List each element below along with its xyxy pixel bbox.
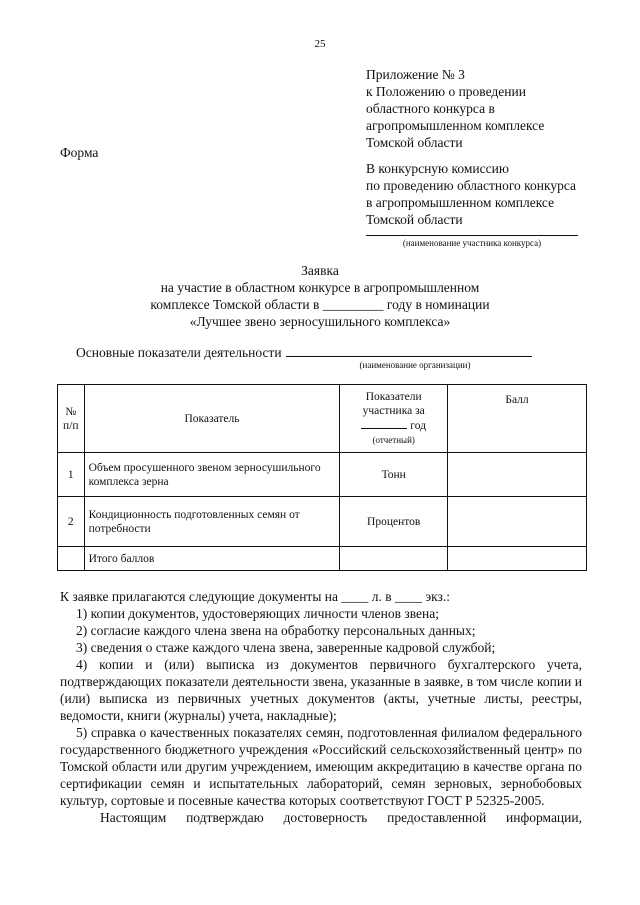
header-value-caption: (отчетный)	[372, 435, 415, 445]
organization-caption: (наименование организации)	[359, 360, 471, 370]
row-indicator: Итого баллов	[84, 547, 340, 571]
title-line: «Лучшее звено зерносушильного комплекса»	[189, 314, 451, 329]
title-line: на участие в областном конкурсе в агропромышленном	[160, 280, 480, 295]
attachments-text	[60, 588, 582, 826]
participant-caption: (наименование участника конкурса)	[402, 238, 542, 248]
appendix-line: к Положению о проведении	[366, 84, 526, 99]
attachment-item: 1) копии документов, удостоверяющих личности членов звена;	[76, 606, 439, 621]
header-number-line: п/п	[63, 419, 79, 432]
addressee-line: по проведению областного конкурса	[366, 178, 577, 193]
organization-name-line[interactable]	[286, 344, 532, 357]
participant-name-line[interactable]	[366, 235, 578, 236]
appendix-line: Приложение № 3	[366, 67, 465, 82]
header-score: Балл	[448, 385, 587, 453]
row-score[interactable]	[448, 453, 587, 497]
row-score[interactable]	[448, 497, 587, 547]
appendix-line: Томской области	[366, 135, 463, 150]
title-heading: Заявка	[301, 263, 339, 278]
attachment-item: 3) сведения о стаже каждого члена звена, заверенные кадровой службой;	[76, 640, 496, 655]
application-title	[0, 262, 640, 330]
title-line: комплексе Томской области в _________ году в номинации	[150, 297, 490, 312]
indicators-label: Основные показатели деятельности	[76, 345, 282, 360]
row-indicator: Кондиционность подготовленных семян от потребности	[84, 497, 340, 547]
table-row	[58, 453, 587, 497]
appendix-block	[366, 66, 544, 151]
row-unit: Процентов	[340, 497, 448, 547]
row-score[interactable]	[448, 547, 587, 571]
header-indicator: Показатель	[84, 385, 340, 453]
forma-label: Форма	[60, 145, 99, 160]
header-value-line	[340, 418, 447, 433]
indicators-table	[57, 384, 587, 571]
header-number	[58, 385, 85, 453]
attachment-item: 5) справка о качественных показателях семян, подготовленная филиалом федерального государственного бюджетного учреждения «Российский сельскохозяйственный центр» по Томской области или другим учреждением, имеющим аккредитацию в качестве органа по сертификации семян и испытательных лабораторий, семян зерновых, зернобобовых культур, сортовые и посевные качества которых соответствуют ГОСТ Р 52325-2005.	[60, 725, 582, 808]
indicators-row	[76, 344, 532, 361]
year-blank[interactable]	[361, 418, 407, 429]
header-value-line: Показатели	[365, 391, 422, 403]
addressee-line: В конкурсную комиссию	[366, 161, 509, 176]
addressee-line: в агропромышленном комплексе	[366, 195, 555, 210]
row-indicator: Объем просушенного звеном зерносушильного комплекса зерна	[84, 453, 340, 497]
addressee-line: Томской области	[366, 212, 463, 227]
row-unit[interactable]	[340, 547, 448, 571]
attachment-item: 4) копии и (или) выписка из документов первичного бухгалтерского учета, подтверждающих показатели деятельности звена, указанные в заявке, в том числе копии и (или) выписка из первичных учетных документов (акты, учетные листы, реестры, ведомости, книги (журналы) учета, накладные);	[60, 657, 582, 723]
row-unit: Тонн	[340, 453, 448, 497]
header-year-suffix: год	[410, 420, 426, 432]
header-value	[340, 385, 448, 453]
attachment-item: 2) согласие каждого члена звена на обработку персональных данных;	[76, 623, 476, 638]
table-header-row	[58, 385, 587, 453]
attachments-intro: К заявке прилагаются следующие документы на ____ л. в ____ экз.:	[60, 589, 450, 604]
table-row-total	[58, 547, 587, 571]
table-row	[58, 497, 587, 547]
confirmation-text: Настоящим подтверждаю достоверность предоставленной информации,	[100, 810, 582, 825]
appendix-line: агропромышленном комплексе	[366, 118, 545, 133]
row-number: 1	[58, 453, 85, 497]
row-number: 2	[58, 497, 85, 547]
header-value-line: участника за	[362, 405, 425, 417]
header-number-line: №	[65, 405, 77, 418]
addressee-block	[366, 160, 576, 228]
appendix-line: областного конкурса в	[366, 101, 495, 116]
page-number: 25	[314, 38, 326, 50]
row-number	[58, 547, 85, 571]
